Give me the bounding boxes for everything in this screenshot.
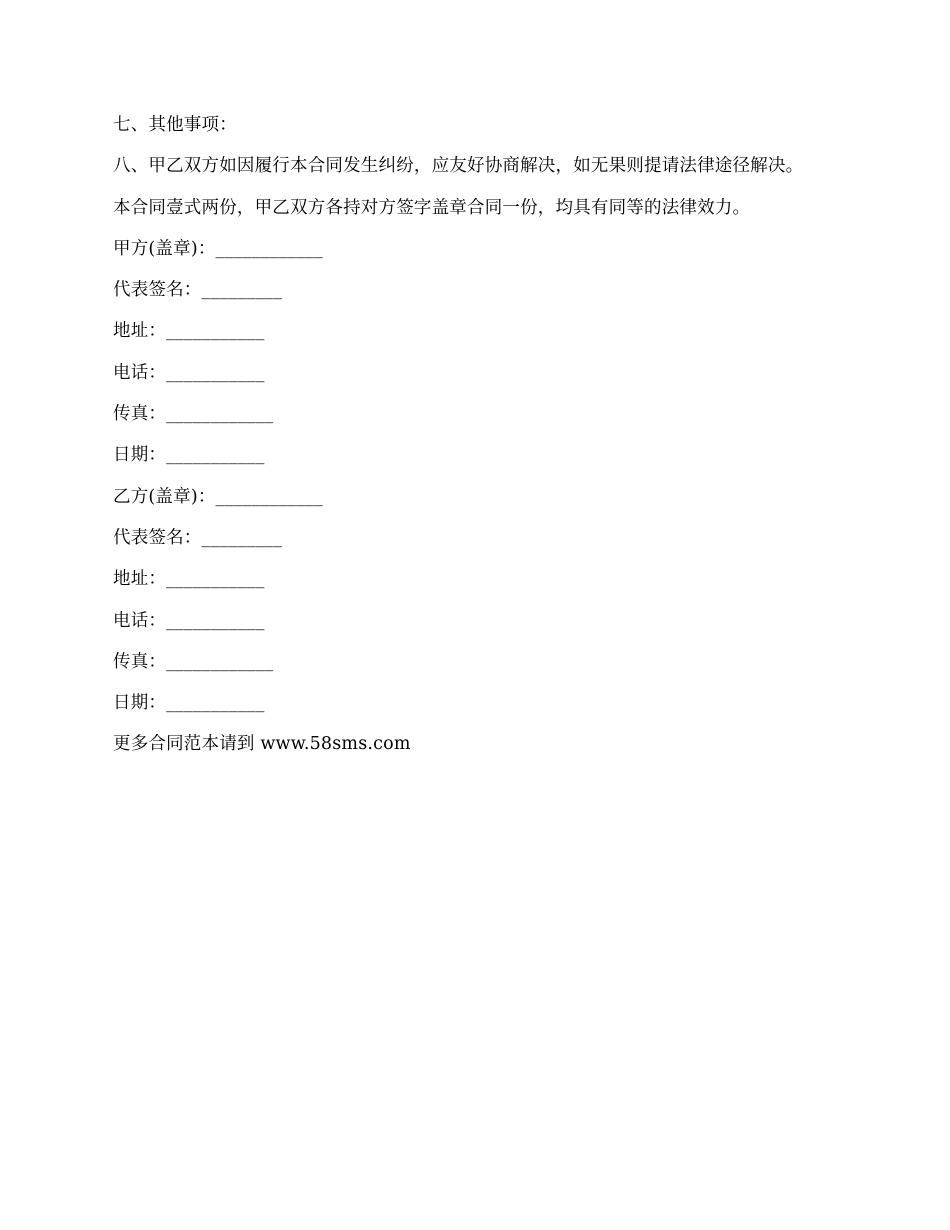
party-b-date-field: 日期：___________ bbox=[113, 693, 265, 714]
party-b-signature-block bbox=[113, 484, 853, 732]
party-a-representative-field: 代表签名：_________ bbox=[113, 280, 283, 301]
party-a-address-field: 地址：___________ bbox=[113, 321, 265, 342]
party-b-address-field: 地址：___________ bbox=[113, 569, 265, 590]
party-a-date-field: 日期：___________ bbox=[113, 445, 265, 466]
party-b-stamp-field: 乙方(盖章)：____________ bbox=[113, 486, 323, 507]
party-a-fax-field: 传真：____________ bbox=[113, 404, 274, 425]
section-8-dispute-clause: 八、甲乙双方如因履行本合同发生纠纷，应友好协商解决，如无果则提请法律途径解决。 bbox=[113, 156, 804, 177]
document-body bbox=[113, 112, 853, 773]
party-a-phone-field: 电话：___________ bbox=[113, 362, 265, 383]
section-7-heading: 七、其他事项： bbox=[113, 115, 237, 135]
party-b-representative-field: 代表签名：_________ bbox=[113, 527, 283, 548]
party-a-stamp-field: 甲方(盖章)：____________ bbox=[113, 238, 323, 259]
party-a-signature-block bbox=[113, 236, 853, 484]
party-b-fax-field: 传真：____________ bbox=[113, 651, 274, 672]
footer-note: 更多合同范本请到 www.58sms.com bbox=[113, 734, 411, 755]
party-b-phone-field: 电话：___________ bbox=[113, 610, 265, 631]
copies-clause: 本合同壹式两份，甲乙双方各持对方签字盖章合同一份，均具有同等的法律效力。 bbox=[113, 197, 751, 218]
